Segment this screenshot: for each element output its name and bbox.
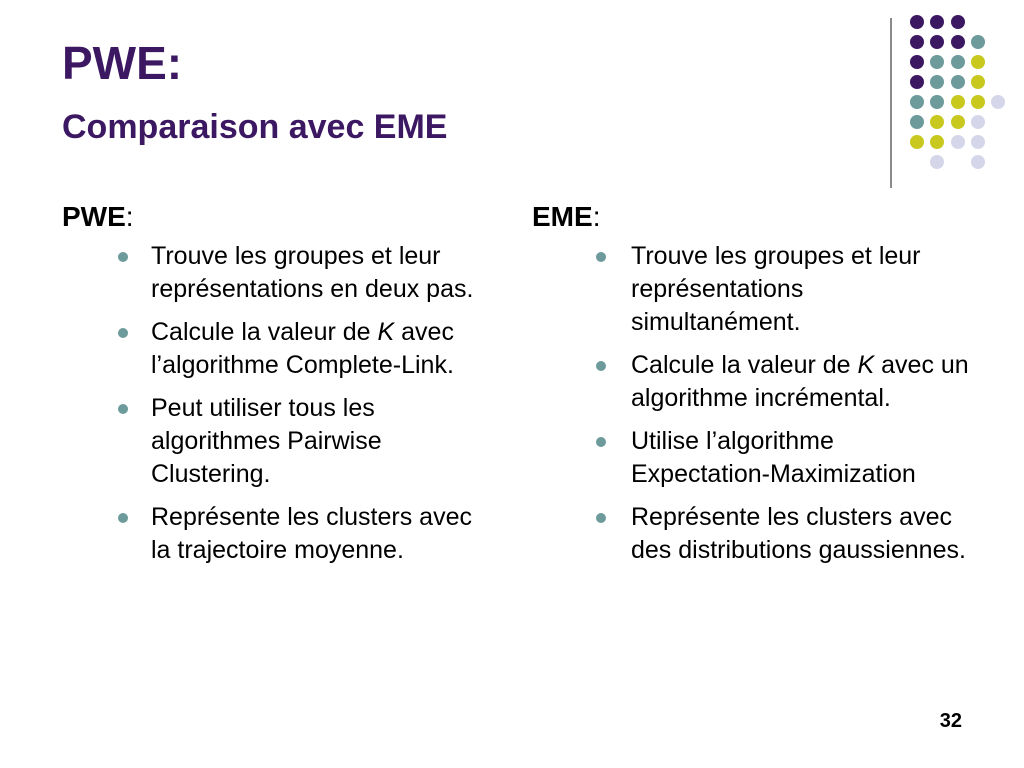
decorative-dot	[951, 95, 965, 109]
decorative-dot	[951, 135, 965, 149]
decorative-dot	[930, 75, 944, 89]
decorative-dot	[910, 95, 924, 109]
decorative-dot	[910, 75, 924, 89]
pwe-bullet-list	[62, 240, 492, 567]
decorative-dot	[930, 35, 944, 49]
decorative-dot	[951, 15, 965, 29]
bullet-icon	[596, 437, 606, 447]
decorative-dot	[971, 135, 985, 149]
decorative-dot	[951, 35, 965, 49]
pwe-bullet-item: Représente les clusters avec la trajectoire moyenne.	[62, 501, 492, 567]
bullet-icon	[596, 252, 606, 262]
pwe-column	[62, 198, 492, 577]
pwe-heading-label: PWE	[62, 201, 126, 232]
decorative-dot	[971, 55, 985, 69]
decorative-dot-grid	[0, 0, 1024, 200]
bullet-icon	[596, 513, 606, 523]
eme-heading	[532, 198, 972, 236]
decorative-dot	[951, 55, 965, 69]
decorative-dot	[910, 55, 924, 69]
decorative-dot	[951, 75, 965, 89]
decorative-dot	[971, 95, 985, 109]
decorative-dot	[971, 115, 985, 129]
decorative-dot	[910, 135, 924, 149]
bullet-icon	[118, 252, 128, 262]
eme-column	[532, 198, 972, 577]
eme-bullet-item: Trouve les groupes et leur représentations simultanément.	[532, 240, 972, 339]
decorative-dot	[930, 55, 944, 69]
decorative-dot	[930, 115, 944, 129]
decorative-dot	[910, 115, 924, 129]
decorative-dot	[930, 95, 944, 109]
eme-heading-colon: :	[592, 201, 601, 232]
page-number: 32	[939, 710, 962, 732]
decorative-dot	[930, 135, 944, 149]
slide-subtitle: Comparaison avec EME	[62, 108, 448, 146]
decorative-dot	[910, 35, 924, 49]
decorative-dot	[991, 95, 1005, 109]
decorative-dot	[930, 15, 944, 29]
decorative-dot	[971, 155, 985, 169]
pwe-bullet-item: Calcule la valeur de K avec l’algorithme Complete-Link.	[62, 316, 492, 382]
eme-bullet-item: Calcule la valeur de K avec un algorithme incrémental.	[532, 349, 972, 415]
pwe-heading-colon: :	[125, 201, 134, 232]
pwe-heading	[62, 198, 492, 236]
decorative-dot	[951, 115, 965, 129]
decorative-dot	[971, 75, 985, 89]
pwe-bullet-item: Trouve les groupes et leur représentations en deux pas.	[62, 240, 492, 306]
decorative-dot	[971, 35, 985, 49]
eme-bullet-item: Utilise l’algorithme Expectation-Maximization	[532, 425, 972, 491]
eme-bullet-list	[532, 240, 972, 567]
pwe-bullet-item: Peut utiliser tous les algorithmes Pairwise Clustering.	[62, 392, 492, 491]
decorative-dot	[930, 155, 944, 169]
bullet-icon	[118, 404, 128, 414]
eme-heading-label: EME	[532, 201, 593, 232]
eme-bullet-item: Représente les clusters avec des distributions gaussiennes.	[532, 501, 972, 567]
bullet-icon	[118, 513, 128, 523]
bullet-icon	[596, 361, 606, 371]
slide-title: PWE:	[62, 37, 183, 89]
decorative-vertical-divider	[890, 18, 892, 188]
bullet-icon	[118, 328, 128, 338]
decorative-dot	[910, 15, 924, 29]
